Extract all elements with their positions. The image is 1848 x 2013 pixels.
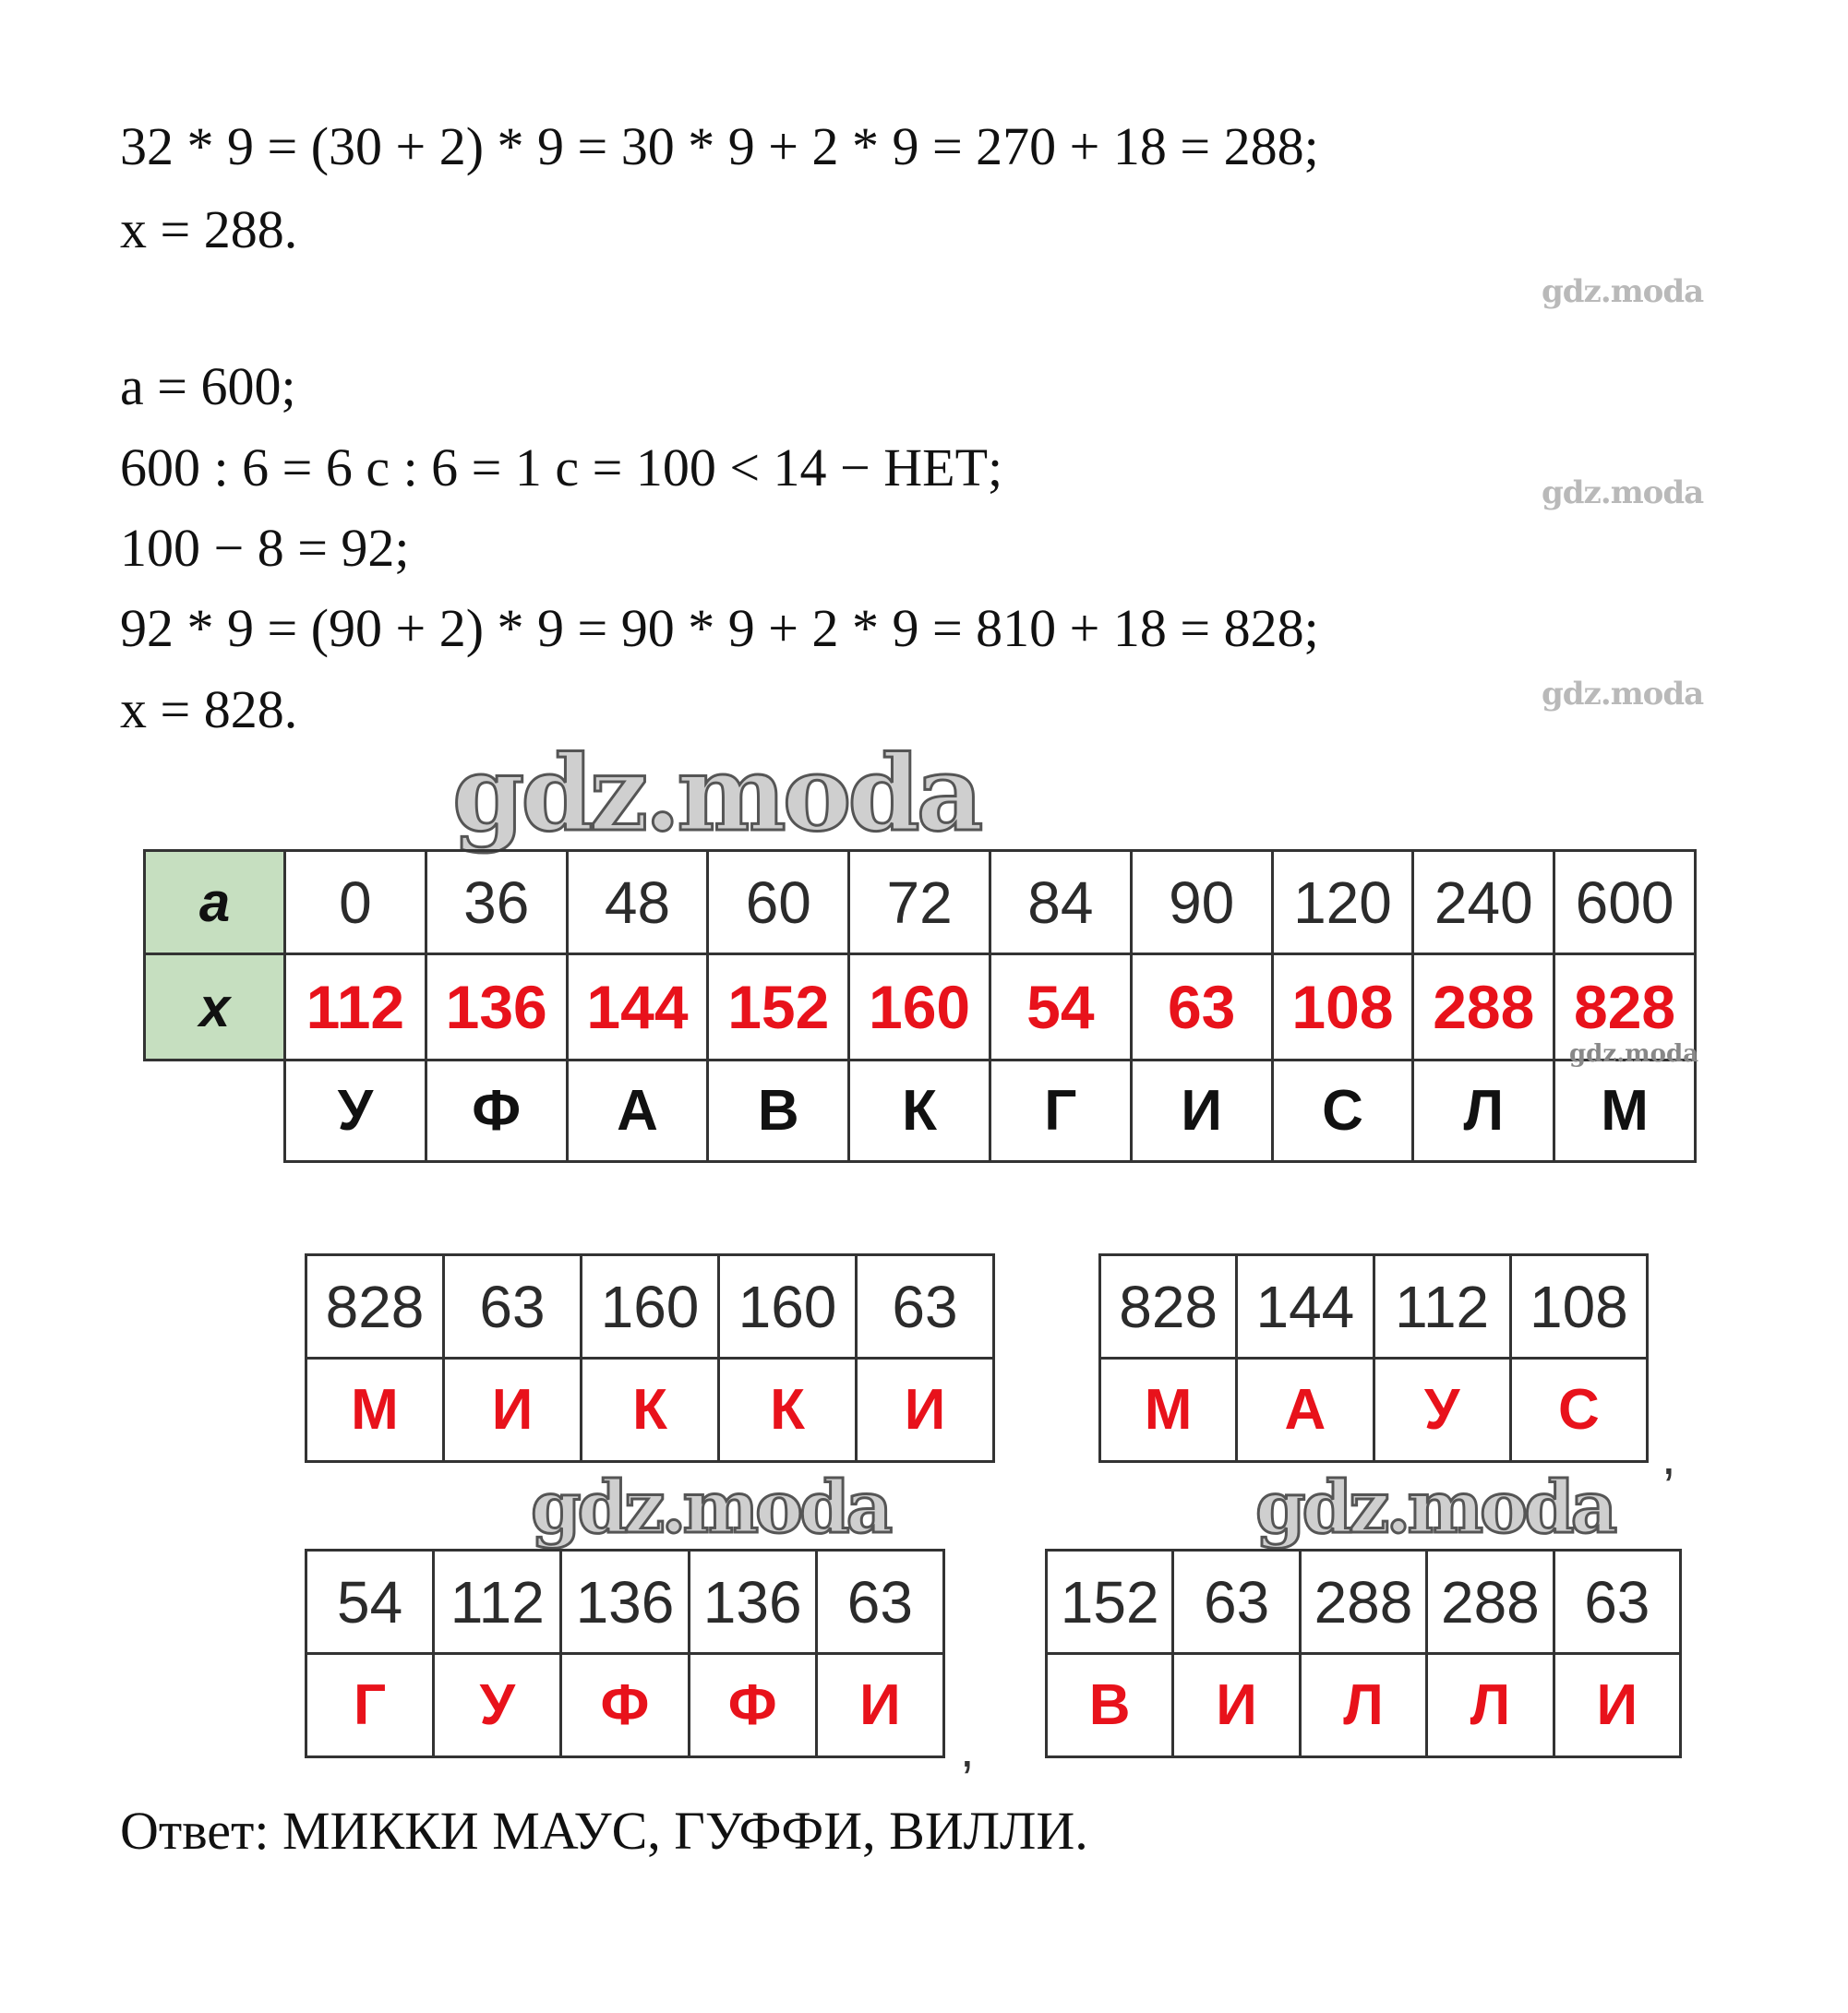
a-cell: 48 [567,851,708,954]
x-cell: 144 [567,954,708,1060]
word-number-cell: 63 [816,1551,943,1654]
cipher-row-a [145,851,1696,954]
letter-cell: Г [990,1060,1131,1162]
comma: , [1662,1427,1676,1485]
word-number-cell: 828 [306,1255,444,1359]
word-letter-cell: В [1047,1654,1173,1757]
letter-cell: К [849,1060,990,1162]
letter-cell: А [567,1060,708,1162]
a-cell: 90 [1131,851,1272,954]
word-number-cell: 63 [857,1255,994,1359]
cipher-row-letters [145,1060,1696,1162]
word-letter-cell: Ф [561,1654,689,1757]
watermark-small-1: gdz.moda [1542,273,1704,310]
empty-corner [145,1060,285,1162]
cipher-row-x [145,954,1696,1060]
letter-cell: М [1554,1060,1696,1162]
word-number-cell: 63 [1173,1551,1300,1654]
word-table-maus [1098,1253,1649,1463]
letter-cell: У [285,1060,426,1162]
word-letter-cell: А [1237,1359,1374,1462]
watermark-large: gdz.moda [452,734,980,855]
solution-line-2: x = 288. [120,199,298,259]
x-cell: 288 [1413,954,1554,1060]
watermark-small-3: gdz.moda [1542,676,1704,713]
word-number-cell: 288 [1427,1551,1554,1654]
header-x: x [145,954,285,1060]
a-cell: 0 [285,851,426,954]
letter-cell: Л [1413,1060,1554,1162]
word-letter-cell: И [444,1359,582,1462]
answer-line: Ответ: МИККИ МАУС, ГУФФИ, ВИЛЛИ. [120,1801,1088,1861]
solution-line-7: x = 828. [120,679,298,739]
word-letter-cell: К [719,1359,857,1462]
word-letter-cell: М [306,1359,444,1462]
cipher-table [143,849,1697,1163]
word-letter-cell: Ф [689,1654,816,1757]
watermark-cell: gdz.moda [1569,1040,1699,1068]
word-number-cell: 828 [1100,1255,1237,1359]
word-number-cell: 112 [434,1551,561,1654]
x-cell: 108 [1272,954,1413,1060]
comma: , [960,1719,975,1778]
word-letter-cell: И [816,1654,943,1757]
letter-cell: С [1272,1060,1413,1162]
letter-cell: И [1131,1060,1272,1162]
word-number-cell: 160 [719,1255,857,1359]
word-number-cell: 288 [1300,1551,1426,1654]
word-number-cell: 160 [582,1255,719,1359]
word-number-cell: 112 [1374,1255,1510,1359]
x-cell: 152 [708,954,849,1060]
word-table-guffi [305,1549,945,1758]
letter-cell: Ф [426,1060,567,1162]
word-table-mikki [305,1253,995,1463]
word-letter-cell: И [1173,1654,1300,1757]
word-number-cell: 136 [689,1551,816,1654]
x-cell: 828 [1554,954,1696,1060]
a-cell: 36 [426,851,567,954]
solution-line-1: 32 * 9 = (30 + 2) * 9 = 30 * 9 + 2 * 9 = 270 + 18 = 288; [120,116,1319,176]
watermark-mid-right: gdz.moda [1255,1466,1614,1550]
solution-line-3: a = 600; [120,356,296,416]
word-letter-cell: И [1554,1654,1680,1757]
x-cell: 160 [849,954,990,1060]
a-cell: 240 [1413,851,1554,954]
a-cell: 72 [849,851,990,954]
x-cell: 54 [990,954,1131,1060]
x-cell: 63 [1131,954,1272,1060]
word-number-cell: 152 [1047,1551,1173,1654]
x-cell: 112 [285,954,426,1060]
a-cell: 120 [1272,851,1413,954]
letter-cell: В [708,1060,849,1162]
word-letter-cell: Л [1300,1654,1426,1757]
a-cell: 84 [990,851,1131,954]
word-letter-cell: К [582,1359,719,1462]
word-letter-cell: С [1510,1359,1647,1462]
word-letter-cell: Л [1427,1654,1554,1757]
word-number-cell: 136 [561,1551,689,1654]
word-letter-cell: У [1374,1359,1510,1462]
x-cell: 136 [426,954,567,1060]
header-a: a [145,851,285,954]
a-cell: 600 [1554,851,1696,954]
word-table-villi [1045,1549,1682,1758]
solution-line-4: 600 : 6 = 6 с : 6 = 1 с = 100 < 14 − НЕТ; [120,437,1003,497]
word-number-cell: 63 [1554,1551,1680,1654]
word-number-cell: 63 [444,1255,582,1359]
word-number-cell: 144 [1237,1255,1374,1359]
watermark-mid-left: gdz.moda [531,1466,890,1550]
a-cell: 60 [708,851,849,954]
watermark-small-2: gdz.moda [1542,474,1704,511]
word-letter-cell: У [434,1654,561,1757]
word-number-cell: 108 [1510,1255,1647,1359]
word-letter-cell: М [1100,1359,1237,1462]
solution-line-5: 100 − 8 = 92; [120,518,410,578]
solution-line-6: 92 * 9 = (90 + 2) * 9 = 90 * 9 + 2 * 9 = 810 + 18 = 828; [120,598,1319,658]
word-number-cell: 54 [306,1551,434,1654]
word-letter-cell: Г [306,1654,434,1757]
word-letter-cell: И [857,1359,994,1462]
